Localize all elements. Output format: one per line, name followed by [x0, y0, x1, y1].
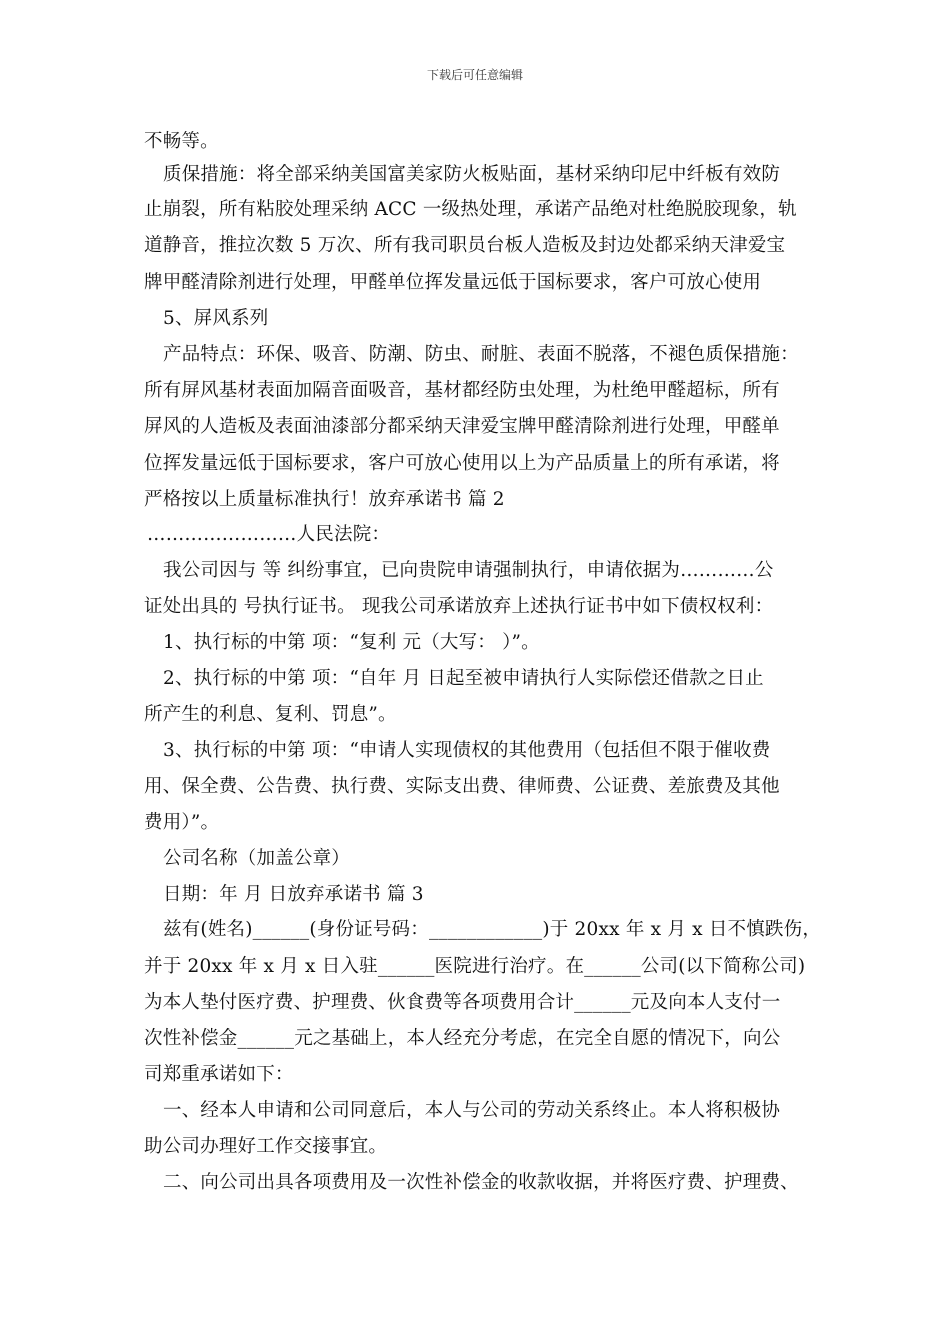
- text-line: 二、向公司出具各项费用及一次性补偿金的收款收据，并将医疗费、护理费、: [163, 1172, 799, 1193]
- addressee-line: ……………………人民法院：: [147, 524, 391, 545]
- text-line: 质保措施：将全部采纳美国富美家防火板贴面，基材采纳印尼中纤板有效防: [163, 164, 781, 185]
- text-line: 助公司办理好工作交接事宜。: [144, 1136, 388, 1157]
- text-line: 兹有(姓名)______(身份证号码：____________)于 20xx 年 x 月 x 日不慎跌伤，: [163, 919, 822, 940]
- text-line: 牌甲醛清除剂进行处理，甲醛单位挥发量远低于国标要求，客户可放心使用: [144, 272, 762, 293]
- text-line: 产品特点：环保、吸音、防潮、防虫、耐脏、表面不脱落，不褪色质保措施：: [163, 344, 799, 365]
- text-line: 司郑重承诺如下：: [144, 1064, 294, 1085]
- section-heading: 5、屏风系列: [163, 308, 269, 329]
- text-line: 我公司因与 等 纠纷事宜，已向贵院申请强制执行，申请依据为…………公: [163, 560, 774, 581]
- text-line: 日期：年 月 日放弃承诺书 篇 3: [163, 884, 424, 905]
- text-line: 屏风的人造板及表面油漆部分都采纳天津爱宝牌甲醛清除剂进行处理，甲醛单: [144, 416, 780, 437]
- text-line: 费用）”。: [144, 812, 220, 833]
- list-item: 1、执行标的中第 项：“复利 元（大写： ）”。: [163, 632, 540, 653]
- text-line: 公司名称（加盖公章）: [163, 848, 351, 869]
- text-line: 用、保全费、公告费、执行费、实际支出费、律师费、公证费、差旅费及其他: [144, 776, 780, 797]
- text-line: 为本人垫付医疗费、护理费、伙食费等各项费用合计______元及向本人支付一: [144, 992, 781, 1013]
- text-line: 一、经本人申请和公司同意后，本人与公司的劳动关系终止。本人将积极协: [163, 1100, 781, 1121]
- text-line: 不畅等。: [144, 131, 219, 152]
- text-line: 次性补偿金______元之基础上，本人经充分考虑，在完全自愿的情况下，向公: [144, 1028, 781, 1049]
- text-line: 所有屏风基材表面加隔音面吸音，基材都经防虫处理，为杜绝甲醛超标，所有: [144, 380, 780, 401]
- text-line: 止崩裂，所有粘胶处理采纳 ACC 一级热处理，承诺产品绝对杜绝脱胶现象，轨: [144, 199, 797, 220]
- text-line: 道静音，推拉次数 5 万次、所有我司职员台板人造板及封边处都采纳天津爱宝: [144, 235, 786, 256]
- page-header: 下载后可任意编辑: [426, 68, 523, 82]
- list-item: 2、执行标的中第 项：“自年 月 日起至被申请执行人实际偿还借款之日止: [163, 668, 764, 689]
- text-line: 严格按以上质量标准执行！放弃承诺书 篇 2: [144, 489, 505, 510]
- text-line: 所产生的利息、复利、罚息”。: [144, 704, 397, 725]
- list-item: 3、执行标的中第 项：“申请人实现债权的其他费用（包括但不限于催收费: [163, 740, 771, 761]
- text-line: 并于 20xx 年 x 月 x 日入驻______医院进行治疗。在______公司(以下简称公司): [144, 956, 806, 977]
- text-line: 位挥发量远低于国标要求，客户可放心使用以上为产品质量上的所有承诺，将: [144, 453, 780, 474]
- text-line: 证处出具的 号执行证书。 现我公司承诺放弃上述执行证书中如下债权权利：: [144, 596, 774, 617]
